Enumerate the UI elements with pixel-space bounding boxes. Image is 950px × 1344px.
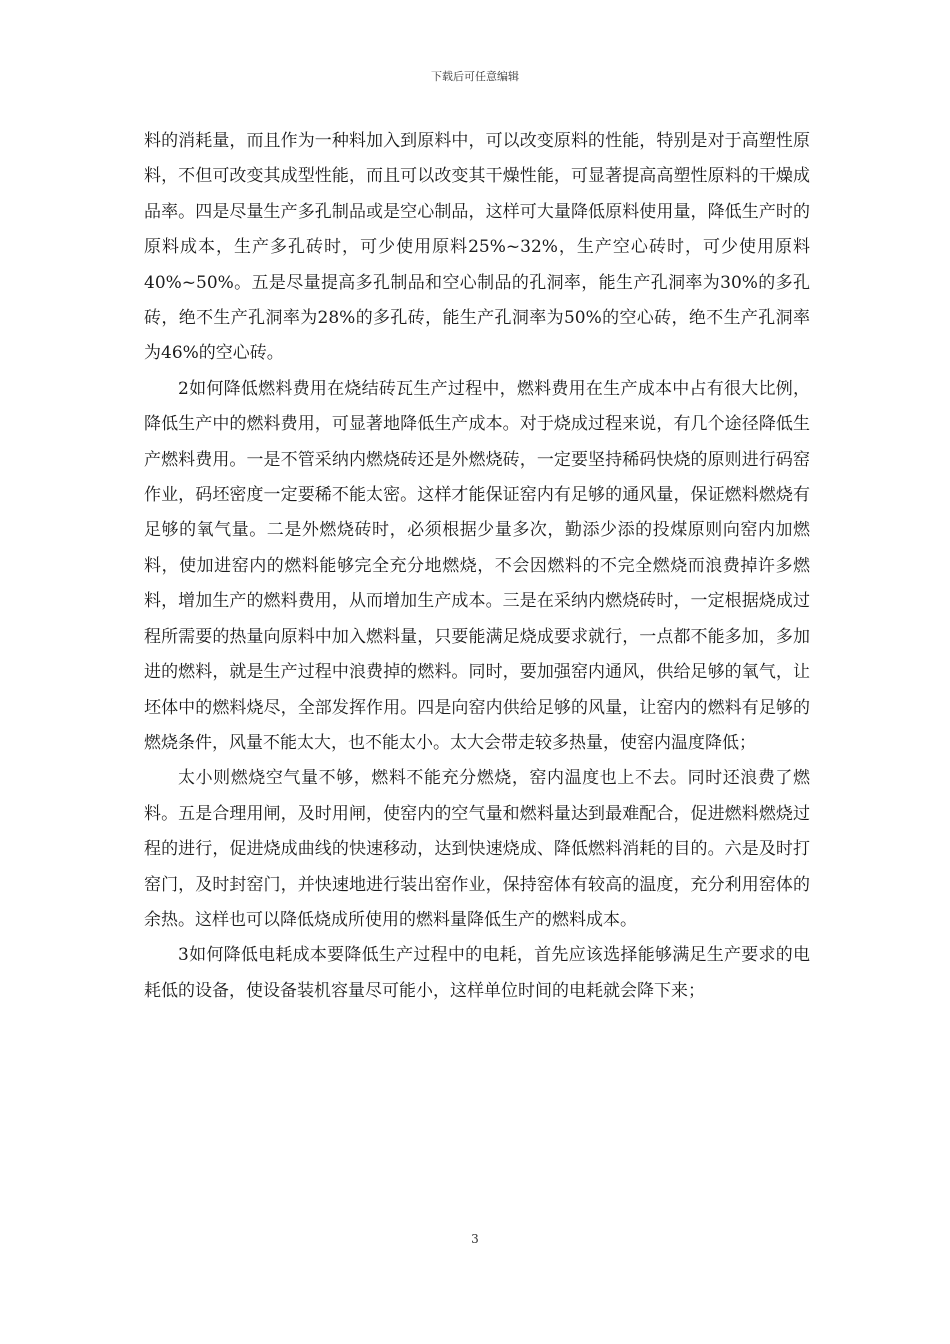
paragraph-raw-material: 料的消耗量，而且作为一种料加入到原料中，可以改变原料的性能，特别是对于高塑性原料，不但可改变其成型性能，而且可以改变其干燥性能，可显著提高高塑性原料的干燥成品率。四是尽量生产多孔制品或是空心制品，这样可大量降低原料使用量，降低生产时的原料成本，生产多孔砖时，可少使用原料25%~32%，生产空心砖时，可少使用原料40%~50%。五是尽量提高多孔制品和空心制品的孔洞率，能生产孔洞率为30%的多孔砖，绝不生产孔洞率为28%的多孔砖，能生产孔洞率为50%的空心砖，绝不生产孔洞率为46%的空心砖。 [144,131,810,364]
paragraph-fuel-cost: 2如何降低燃料费用在烧结砖瓦生产过程中，燃料费用在生产成本中占有很大比例，降低生产中的燃料费用，可显著地降低生产成本。对于烧成过程来说，有几个途径降低生产燃料费用。一是不管采纳内燃烧砖还是外燃烧砖，一定要坚持稀码快烧的原则进行码窑作业，码坯密度一定要稀不能太密。这样才能保证窑内有足够的通风量，保证燃料燃烧有足够的氧气量。二是外燃烧砖时，必须根据少量多次，勤添少添的投煤原则向窑内加燃料，使加进窑内的燃料能够完全充分地燃烧，不会因燃料的不完全燃烧而浪费掉许多燃料，增加生产的燃料费用，从而增加生产成本。三是在采纳内燃烧砖时，一定根据烧成过程所需要的热量向原料中加入燃料量，只要能满足烧成要求就行，一点都不能多加，多加进的燃料，就是生产过程中浪费掉的燃料。同时，要加强窑内通风，供给足够的氧气，让坯体中的燃料烧尽，全部发挥作用。四是向窑内供给足够的风量，让窑内的燃料有足够的燃烧条件，风量不能太大，也不能太小。太大会带走较多热量，使窑内温度降低； [144,378,810,753]
page-number: 3 [471,1232,479,1246]
page-header-note: 下载后可任意编辑 [431,70,519,83]
paragraph-fuel-cost-continued: 太小则燃烧空气量不够，燃料不能充分燃烧，窑内温度也上不去。同时还浪费了燃料。五是合理用闸，及时用闸，使窑内的空气量和燃料量达到最难配合，促进燃料燃烧过程的进行，促进烧成曲线的快速移动，达到快速烧成、降低燃料消耗的目的。六是及时打窑门，及时封窑门，并快速地进行装出窑作业，保持窑体有较高的温度，充分利用窑体的余热。这样也可以降低烧成所使用的燃料量降低生产的燃料成本。 [144,768,810,930]
paragraph-electricity-cost: 3如何降低电耗成本要降低生产过程中的电耗，首先应该选择能够满足生产要求的电耗低的设备，使设备装机容量尽可能小，这样单位时间的电耗就会降下来； [144,945,810,1001]
document-body [144,124,810,1009]
